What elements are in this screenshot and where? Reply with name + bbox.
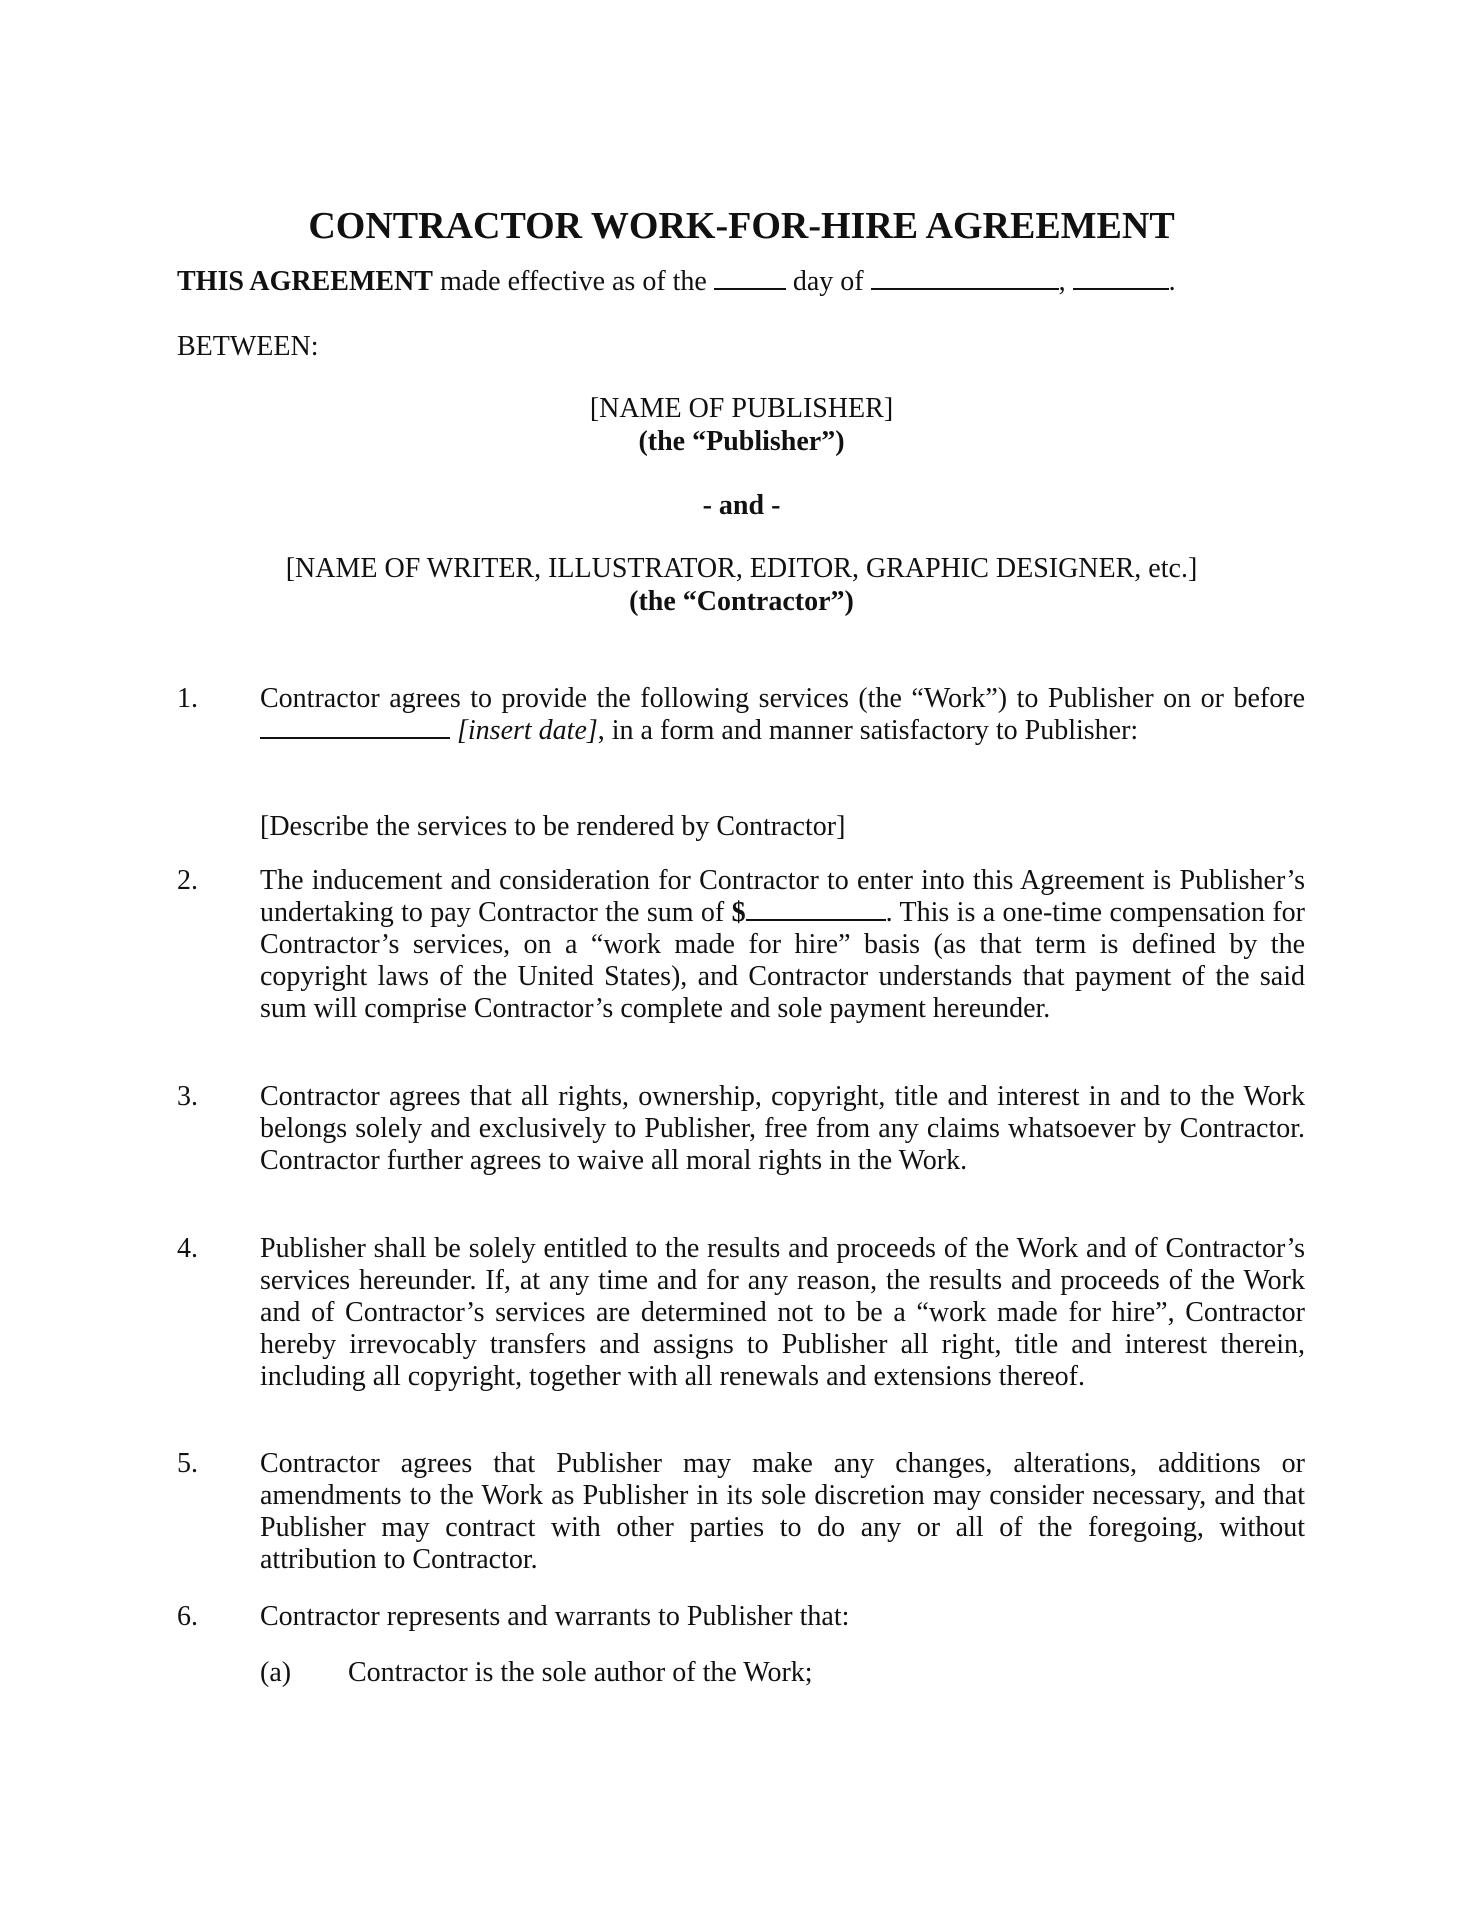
clause-number: 4.: [177, 1233, 198, 1264]
clause-1-text-a: Contractor agrees to provide the following services (the “Work”) to Publisher on or before: [260, 683, 1305, 714]
intro-text-1: made effective as of the: [432, 266, 714, 297]
publisher-name: [NAME OF PUBLISHER]: [589, 393, 894, 424]
clause-2: [260, 865, 1305, 1025]
clause-6: Contractor represents and warrants to Publisher that:: [260, 1601, 850, 1632]
clause-5: Contractor agrees that Publisher may make any changes, alterations, additions or amendments to the Work as Publisher in its sole discretion may consider necessary, and that Publisher may contract with other parties to do any or all of the foregoing, without attribution to Contractor.: [260, 1448, 1305, 1575]
between-label: BETWEEN:: [177, 331, 319, 362]
dollar-sign: $: [731, 897, 746, 928]
amount-blank[interactable]: [746, 897, 886, 921]
insert-date-hint: [insert date]: [457, 715, 598, 746]
and-separator: - and -: [702, 490, 781, 521]
clause-4: Publisher shall be solely entitled to the results and proceeds of the Work and of Contractor’s services hereunder. If, at any time and for any reason, the results and proceeds of the Work and of Contractor’s services are determined not to be a “work made for hire”, Contractor hereby irrevocably transfers and assigns to Publisher all right, title and interest therein, including all copyright, together with all renewals and extensions thereof.: [260, 1233, 1305, 1392]
publisher-alias: (the “Publisher”): [638, 426, 845, 457]
clause-number: 1.: [177, 683, 198, 714]
year-blank[interactable]: [1073, 266, 1169, 290]
intro-text-2: day of: [785, 266, 871, 297]
clause-number: 2.: [177, 865, 198, 896]
intro-line: [177, 266, 1176, 298]
intro-lead: THIS AGREEMENT: [177, 266, 433, 297]
clause-2-text-b: . This is a one-time compensation for Contractor’s services, on a “work made for hire” basis (as that term is defined by the copyright laws of the United States), and Contractor understands that payment of the said sum will comprise Contractor’s complete and sole payment hereunder.: [260, 897, 1305, 1024]
contractor-name: [NAME OF WRITER, ILLUSTRATOR, EDITOR, GRAPHIC DESIGNER, etc.]: [285, 553, 1198, 584]
clause-1-describe: [Describe the services to be rendered by Contractor]: [260, 811, 846, 842]
subclause-label: (a): [260, 1657, 292, 1688]
clause-2-text-a: The inducement and consideration for Contractor to enter into this Agreement is Publisher’s undertaking to pay Contractor the sum of: [260, 865, 1305, 928]
subclause-text: Contractor is the sole author of the Work;: [348, 1657, 813, 1688]
clause-number: 3.: [177, 1081, 198, 1112]
document-title: CONTRACTOR WORK-FOR-HIRE AGREEMENT: [308, 205, 1175, 247]
clause-number: 5.: [177, 1448, 198, 1479]
date-blank[interactable]: [260, 715, 450, 739]
intro-comma: ,: [1058, 266, 1073, 297]
clause-1-text-b: , in a form and manner satisfactory to Publisher:: [597, 715, 1139, 746]
month-blank[interactable]: [871, 266, 1059, 290]
contractor-alias: (the “Contractor”): [629, 586, 854, 617]
clause-1: [260, 683, 1305, 747]
day-blank[interactable]: [714, 266, 786, 290]
clause-number: 6.: [177, 1601, 198, 1632]
clause-3: Contractor agrees that all rights, ownership, copyright, title and interest in and to the Work belongs solely and exclusively to Publisher, free from any claims whatsoever by Contractor. Contractor further agrees to waive all moral rights in the Work.: [260, 1081, 1305, 1176]
intro-end: .: [1168, 266, 1176, 297]
